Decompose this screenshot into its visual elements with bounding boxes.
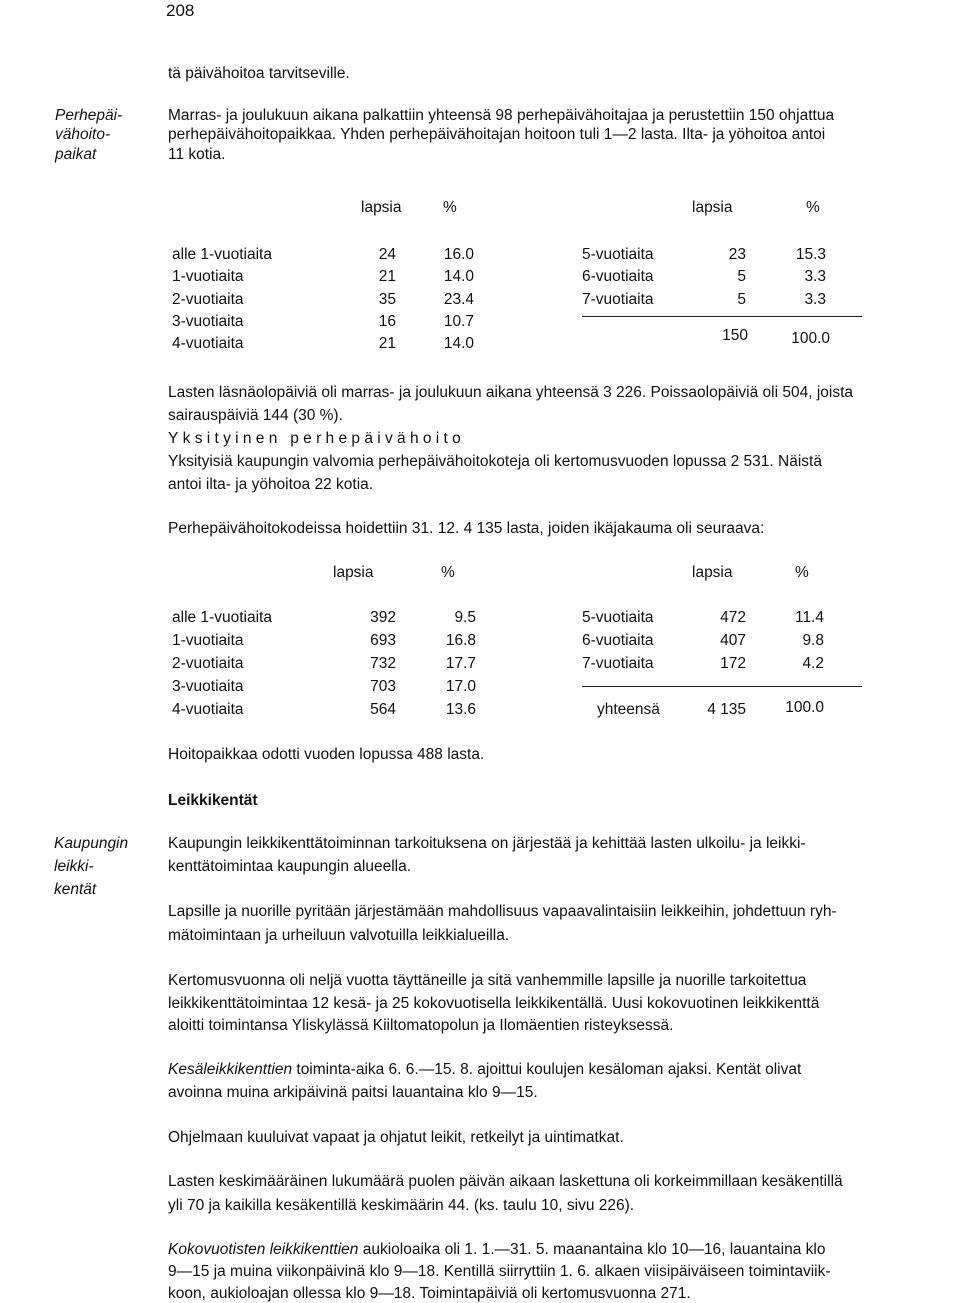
- t1-row-count: 21: [378, 268, 396, 285]
- t1-total-pct: 100.0: [791, 330, 830, 347]
- margin-note-leikki-2: leikki-: [54, 858, 94, 875]
- t1-row-label: 1-vuotiaita: [172, 268, 244, 285]
- leikki-p2-line-2: mätoimintaan ja urheiluun valvotuilla leikkialueilla.: [168, 927, 510, 944]
- t1-row-pct: 14.0: [443, 268, 474, 285]
- intro-line: tä päivähoitoa tarvitseville.: [168, 65, 350, 82]
- t2-row-count: 732: [370, 655, 396, 672]
- t2-row-pct: 11.4: [794, 609, 824, 626]
- margin-note-leikki-3: kentät: [54, 881, 97, 898]
- t1-row-label: 6-vuotiaita: [582, 268, 654, 285]
- margin-note-perhe-3: paikat: [55, 146, 97, 163]
- lasna-line-1: Lasten läsnäolopäiviä oli marras- ja joulukuun aikana yhteensä 3 226. Poissaolopäiviä oli 504, joista: [168, 384, 854, 401]
- t2-row-label: 2-vuotiaita: [172, 655, 244, 672]
- t1-header-pct-left: %: [443, 199, 457, 216]
- t1-row-label: alle 1-vuotiaita: [172, 246, 272, 263]
- leikki-p4-line-1: [168, 1060, 801, 1079]
- t2-row-pct: 17.7: [445, 655, 476, 672]
- t1-row-count: 16: [378, 313, 396, 330]
- t2-row-count: 392: [370, 609, 396, 626]
- t1-row-pct: 14.0: [443, 335, 474, 352]
- t2-row-label: 6-vuotiaita: [582, 632, 654, 649]
- t2-total-count: 4 135: [707, 701, 746, 718]
- leikki-p4-line-2: avoinna muina arkipäivinä paitsi lauantaina klo 9—15.: [168, 1084, 538, 1101]
- page-number: 208: [166, 1, 195, 20]
- t2-row-label: 5-vuotiaita: [582, 609, 654, 626]
- t2-row-label: alle 1-vuotiaita: [172, 609, 272, 626]
- t2-header-pct-left: %: [441, 564, 455, 581]
- t2-header-lapsia-left: lapsia: [333, 564, 374, 581]
- t2-row-count: 693: [370, 632, 396, 649]
- t2-row-count: 564: [370, 701, 396, 718]
- t2-total-pct: 100.0: [785, 699, 824, 716]
- t1-total-rule: [582, 316, 862, 317]
- t2-row-label: 3-vuotiaita: [172, 678, 244, 695]
- t1-row-pct: 23.4: [443, 291, 474, 308]
- leikki-p6-line-2: yli 70 ja kaikilla kesäkentillä keskimäärin 44. (ks. taulu 10, sivu 226).: [168, 1197, 635, 1214]
- leikki-p4-rest: toiminta-aika 6. 6.—15. 8. ajoittui koulujen kesäloman ajaksi. Kentät olivat: [292, 1061, 802, 1078]
- perhe-para-line-1: Marras- ja joulukuun aikana palkattiin yhteensä 98 perhepäivähoitajaa ja perustettiin 150 ohjattua: [168, 107, 835, 124]
- margin-note-perhe-2: vähoito-: [55, 126, 111, 143]
- yksityinen-heading: Yksityinen perhepäivähoito: [168, 430, 466, 447]
- t1-row-label: 5-vuotiaita: [582, 246, 654, 263]
- yksityinen-para-line-1: Yksityisiä kaupungin valvomia perhepäivähoitokoteja oli kertomusvuoden lopussa 2 531. Näistä: [168, 453, 822, 470]
- t2-row-count: 172: [720, 655, 746, 672]
- leikki-p5: Ohjelmaan kuuluivat vapaat ja ohjatut leikit, retkeilyt ja uintimatkat.: [168, 1129, 624, 1146]
- t2-row-label: 1-vuotiaita: [172, 632, 244, 649]
- yksityinen-para-line-2: antoi ilta- ja yöhoitoa 22 kotia.: [168, 476, 374, 493]
- leikki-p7-line-3: koon, aukioloajan ollessa klo 9—18. Toimintapäiviä oli kertomusvuonna 271.: [168, 1285, 691, 1302]
- t2-row-pct: 17.0: [445, 678, 476, 695]
- leikki-p7-italic: Kokovuotisten leikkikenttien: [168, 1241, 359, 1258]
- t2-row-pct: 13.6: [445, 701, 476, 718]
- t2-row-count: 472: [720, 609, 746, 626]
- t2-row-count: 703: [370, 678, 396, 695]
- t1-row-label: 4-vuotiaita: [172, 335, 244, 352]
- t2-row-label: 7-vuotiaita: [582, 655, 654, 672]
- t1-row-pct: 3.3: [804, 291, 826, 308]
- t1-row-pct: 3.3: [804, 268, 826, 285]
- leikki-p1-line-2: kenttätoimintaa kaupungin alueella.: [168, 858, 412, 875]
- perhe-para-line-2: perhepäivähoitopaikkaa. Yhden perhepäivähoitajan hoitoon tuli 1—2 lasta. Ilta- ja yöhoitoa antoi: [168, 126, 826, 143]
- t1-row-count: 35: [378, 291, 396, 308]
- leikki-p7-line-1: [168, 1240, 825, 1259]
- t1-row-pct: 16.0: [443, 246, 474, 263]
- yksityinen-intro: Perhepäivähoitokodeissa hoidettiin 31. 12. 4 135 lasta, joiden ikäjakauma oli seuraava:: [168, 520, 765, 537]
- margin-note-leikki-1: Kaupungin: [54, 835, 129, 852]
- leikki-p4-italic: Kesäleikkikenttien: [168, 1061, 293, 1078]
- leikki-p1-line-1: Kaupungin leikkikenttätoiminnan tarkoituksena on järjestää ja kehittää lasten ulkoilu- ja leikki-: [168, 835, 806, 852]
- leikki-p3-line-2: leikkikenttätoimintaa 12 kesä- ja 25 kokovuotisella leikkikentällä. Uusi kokovuotinen leikkikenttä: [168, 995, 820, 1012]
- leikki-p6-line-1: Lasten keskimääräinen lukumäärä puolen päivän aikaan laskettuna oli korkeimmillaan kesäkentillä: [168, 1173, 843, 1190]
- lasna-line-2: sairauspäiviä 144 (30 %).: [168, 407, 343, 424]
- leikki-p7-line-2: 9—15 ja muina viikonpäivinä klo 9—18. Kentillä siirryttiin 1. 6. alkaen viisipäiväiseen toimintaviik-: [168, 1263, 831, 1280]
- t1-row-label: 3-vuotiaita: [172, 313, 244, 330]
- t2-total-rule: [582, 686, 862, 687]
- t2-row-pct: 9.8: [802, 632, 824, 649]
- t1-row-pct: 10.7: [443, 313, 474, 330]
- t2-row-pct: 9.5: [454, 609, 476, 626]
- t1-header-pct-right: %: [806, 199, 820, 216]
- t1-header-lapsia-right: lapsia: [692, 199, 733, 216]
- t2-row-label: 4-vuotiaita: [172, 701, 244, 718]
- t1-row-count: 24: [378, 246, 396, 263]
- t2-header-lapsia-right: lapsia: [692, 564, 733, 581]
- t1-row-count: 5: [737, 291, 746, 308]
- t1-row-count: 5: [737, 268, 746, 285]
- leikki-p7-rest: aukioloaika oli 1. 1.—31. 5. maanantaina klo 10—16, lauantaina klo: [358, 1241, 826, 1258]
- perhe-para-line-3: 11 kotia.: [168, 146, 226, 163]
- t2-total-label: yhteensä: [597, 701, 660, 718]
- waiting-line: Hoitopaikkaa odotti vuoden lopussa 488 lasta.: [168, 746, 485, 763]
- t1-header-lapsia-left: lapsia: [361, 199, 402, 216]
- leikki-p2-line-1: Lapsille ja nuorille pyritään järjestämään mahdollisuus vapaavalintaisiin leikkeihin, johdettuun ryh-: [168, 903, 837, 920]
- t2-header-pct-right: %: [795, 564, 809, 581]
- margin-note-perhe-1: Perhepäi-: [55, 107, 123, 124]
- t1-row-label: 7-vuotiaita: [582, 291, 654, 308]
- leikki-heading: Leikkikentät: [168, 792, 258, 809]
- t2-row-pct: 16.8: [445, 632, 476, 649]
- leikki-p3-line-1: Kertomusvuonna oli neljä vuotta täyttäneille ja sitä vanhemmille lapsille ja nuorille tarkoitettua: [168, 972, 807, 989]
- t1-row-label: 2-vuotiaita: [172, 291, 244, 308]
- t1-row-pct: 15.3: [795, 246, 826, 263]
- t2-row-pct: 4.2: [802, 655, 824, 672]
- leikki-p3-line-3: aloitti toimintansa Yliskylässä Kiiltomatopolun ja Ilomäentien risteyksessä.: [168, 1017, 674, 1034]
- t1-row-count: 23: [728, 246, 746, 263]
- t1-row-count: 21: [378, 335, 396, 352]
- t2-row-count: 407: [720, 632, 746, 649]
- t1-total-count: 150: [722, 327, 748, 344]
